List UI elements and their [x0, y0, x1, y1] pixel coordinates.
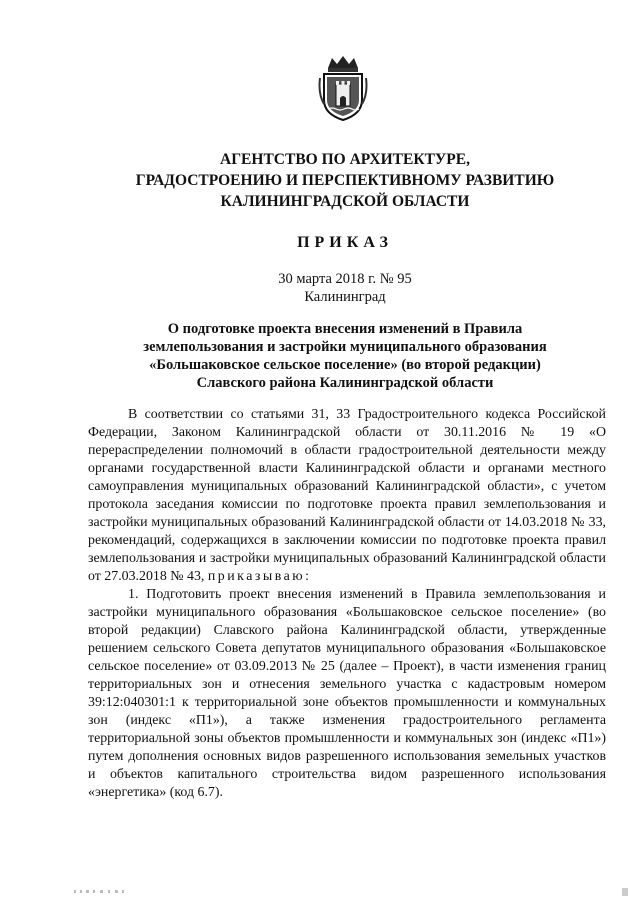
- agency-line: ГРАДОСТРОЕНИЮ И ПЕРСПЕКТИВНОМУ РАЗВИТИЮ: [135, 172, 555, 189]
- subject-line: землепользования и застройки муниципального образования: [143, 339, 547, 355]
- order-subject: [95, 320, 595, 392]
- scan-footer-marks: [0, 886, 640, 898]
- preamble-text: В соответствии со статьями 31, 33 Градостроительного кодекса Российской Федерации, Законом Калининградской области от 30.11.2016 № 19 «О перераспределении полномочий в области градостроительной деятельности между органами государственной власти Калининградской области и органами местного самоуправления муниципальных образований Калининградской области», с учетом протокола заседания комиссии по подготовке проекта правил землепользования и застройки муниципальных образований Калининградской области от 14.03.2018 № 33, рекомендаций, содержащихся в заключении комиссии по подготовке проекта правил землепользования и застройки муниципальных образований Калининградской области от 27.03.2018 № 43,: [88, 407, 606, 584]
- order-word: приказываю:: [207, 569, 312, 584]
- item-1-paragraph: 1. Подготовить проект внесения изменений в Правила землепользования и застройки муниципального образования «Большаковское сельское поселение» (во второй редакции) Славского района Калининградской области, утвержденные решением сельского Совета депутатов муниципального образования «Большаковское сельское поселение» от 03.09.2013 № 25 (далее – Проект), в части изменения границ территориальных зон и отнесения земельного участка с кадастровым номером 39:12:040301:1 к территориальной зоне объектов промышленности и коммунальных зон (индекс «П1»), а также изменения градостроительного регламента территориальной зоны объектов промышленности и коммунальных зон (индекс «П1») путем дополнения основных видов разрешенного использования земельных участков и объектов капитального строительства видом разрешенного использования «энергетика» (код 6.7).: [88, 587, 606, 800]
- subject-line: «Большаковское сельское поселение» (во второй редакции): [149, 357, 541, 373]
- order-body: [88, 406, 606, 802]
- agency-name: [80, 149, 610, 212]
- order-city: Калининград: [304, 289, 386, 305]
- agency-line: КАЛИНИНГРАДСКОЙ ОБЛАСТИ: [220, 193, 470, 210]
- subject-line: Славского района Калининградской области: [196, 375, 494, 391]
- order-title: ПРИКАЗ: [297, 234, 393, 251]
- order-date-number: 30 марта 2018 г. № 95: [278, 271, 412, 287]
- agency-line: АГЕНТСТВО ПО АРХИТЕКТУРЕ,: [220, 151, 470, 168]
- preamble-paragraph: [88, 406, 606, 586]
- subject-line: О подготовке проекта внесения изменений в Правила: [167, 321, 523, 337]
- kaliningrad-coat-of-arms-icon: [318, 54, 368, 122]
- order-meta: [80, 270, 610, 306]
